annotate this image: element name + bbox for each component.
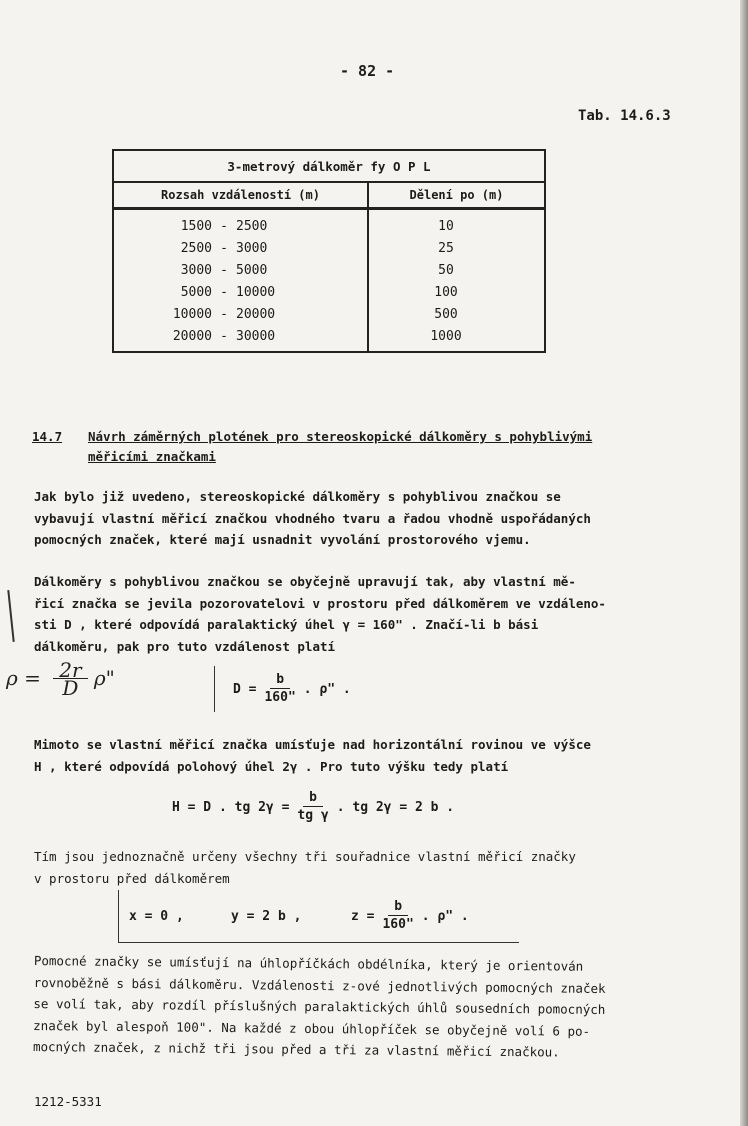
table-body: [114, 215, 544, 347]
text-line: řicí značka se jevila pozorovatelovi v prostoru před dálkoměrem ve vzdáleno-: [34, 595, 606, 611]
paragraph-3: [34, 734, 714, 777]
text-line: dálkoměru, pak pro tuto vzdálenost platí: [34, 638, 336, 654]
paragraph-4: [34, 846, 714, 889]
range-dash: -: [220, 240, 228, 256]
division-step: 1000: [430, 328, 462, 344]
formula-height: [172, 790, 454, 825]
formula1-denominator: 160": [264, 689, 296, 705]
range-to: 10000: [236, 284, 276, 300]
text-line: Jak bylo již uvedeno, stereoskopické dálkoměry s pohyblivou značkou se: [34, 489, 561, 504]
formula3-denominator: 160": [382, 916, 414, 932]
section-number: 14.7: [32, 429, 63, 444]
text-line: Tím jsou jednoznačně určeny všechny tři souřadnice vlastní měřicí značky: [34, 849, 576, 864]
formula3-z-lhs: z =: [351, 908, 375, 924]
text-line: pomocných značek, které mají usnadnit vyvolání prostorového vjemu.: [34, 532, 531, 547]
formula3-y: y = 2 b ,: [231, 908, 302, 924]
text-line: H , které odpovídá polohový úhel 2γ . Pro tuto výšku tedy platí: [34, 758, 509, 774]
document-code: 1212-5331: [34, 1094, 102, 1109]
formula2-numerator: b: [303, 790, 323, 807]
margin-fraction: [53, 658, 87, 700]
formula-coordinates: [118, 890, 519, 943]
text-line: se volí tak, aby rozdíl příslušných paralaktických úhlů sousedních pomocných: [33, 995, 606, 1017]
text-line: značek byl alespoň 100". Na každé z obou úhlopříček se obyčejně volí 6 po-: [33, 1017, 591, 1039]
formula2-lhs: H = D . tg 2γ =: [172, 800, 290, 815]
paragraph-1: [34, 486, 714, 551]
formula3-x: x = 0 ,: [129, 908, 184, 924]
table-row: [114, 215, 544, 237]
formula3-fraction: [382, 899, 413, 934]
margin-numerator: 2r: [53, 662, 87, 679]
margin-denominator: D: [62, 676, 79, 700]
range-to: 20000: [236, 306, 276, 322]
section-heading: [32, 427, 593, 464]
text-line: sti D , které odpovídá paralaktický úhel γ = 160" . Značí-li b bási: [34, 617, 539, 632]
range-to: 3000: [236, 240, 268, 256]
range-dash: -: [220, 284, 228, 300]
formula1-rhs: . ρ" .: [303, 681, 351, 697]
text-line: vybavují vlastní měřicí značkou vhodného tvaru a řadou vhodně uspořádaných: [34, 510, 591, 526]
text-line: Mimoto se vlastní měřicí značka umísťuje nad horizontální rovinou ve výšce: [34, 737, 591, 752]
formula2-denominator: tg γ: [297, 808, 329, 823]
margin-mark: [7, 590, 14, 642]
section-title-line1: Návrh záměrných plotének pro stereoskopické dálkoměry s pohyblivými: [88, 429, 593, 444]
table-title: 3-metrový dálkoměr fy O P L: [114, 151, 544, 183]
section-title-line2: měřicími značkami: [88, 449, 216, 464]
division-step: 50: [438, 262, 454, 278]
formula3-rhs: . ρ" .: [421, 908, 469, 924]
text-line: mocných značek, z nichž tři jsou před a tři za vlastní měřicí značkou.: [32, 1038, 560, 1060]
range-from: 1500: [180, 218, 212, 234]
table-row: [114, 325, 544, 347]
division-step: 25: [438, 240, 454, 256]
margin-rho: ρ": [93, 666, 115, 690]
range-from: 5000: [180, 284, 212, 300]
range-from: 20000: [172, 328, 212, 344]
range-from: 2500: [180, 240, 212, 256]
division-step: 10: [438, 218, 454, 234]
paragraph-5: [33, 950, 714, 1065]
formula1-fraction: [264, 672, 295, 707]
range-dash: -: [220, 218, 228, 234]
formula2-fraction: [297, 790, 328, 825]
text-line: v prostoru před dálkoměrem: [34, 870, 230, 886]
division-step: 100: [434, 284, 458, 300]
range-dash: -: [220, 328, 228, 344]
header-range: Rozsah vzdáleností (m): [114, 183, 369, 207]
table-row: [114, 281, 544, 303]
table-reference: Tab. 14.6.3: [578, 108, 671, 124]
margin-note: [6, 658, 115, 700]
formula2-rhs: . tg 2γ = 2 b .: [336, 800, 455, 815]
table-row: [114, 303, 544, 325]
formula3-numerator: b: [388, 899, 408, 916]
range-dash: -: [220, 306, 228, 322]
range-from: 3000: [180, 262, 212, 278]
scan-edge: [740, 0, 748, 1126]
text-line: Dálkoměry s pohyblivou značkou se obyčejně upravují tak, aby vlastní mě-: [34, 574, 576, 589]
text-line: rovnoběžně s bási dálkoměru. Vzdálenosti z-ové jednotlivých pomocných značek: [33, 974, 606, 996]
range-to: 2500: [236, 218, 268, 234]
division-step: 500: [434, 306, 458, 322]
table-header-row: [114, 183, 544, 210]
header-division: Dělení po (m): [409, 188, 504, 202]
range-dash: -: [220, 262, 228, 278]
page-number: - 82 -: [340, 62, 395, 80]
formula1-lhs: D =: [233, 681, 257, 697]
range-to: 5000: [236, 262, 268, 278]
formula-distance: [214, 666, 429, 712]
text-line: Pomocné značky se umísťují na úhlopříčkách obdélníka, který je orientován: [33, 952, 584, 974]
formula1-numerator: b: [270, 672, 290, 689]
table-row: [114, 237, 544, 259]
range-from: 10000: [172, 306, 212, 322]
table-row: [114, 259, 544, 281]
margin-formula-lhs: ρ =: [6, 666, 41, 690]
range-to: 30000: [236, 328, 276, 344]
paragraph-2: [34, 571, 714, 657]
range-table: [112, 149, 546, 353]
